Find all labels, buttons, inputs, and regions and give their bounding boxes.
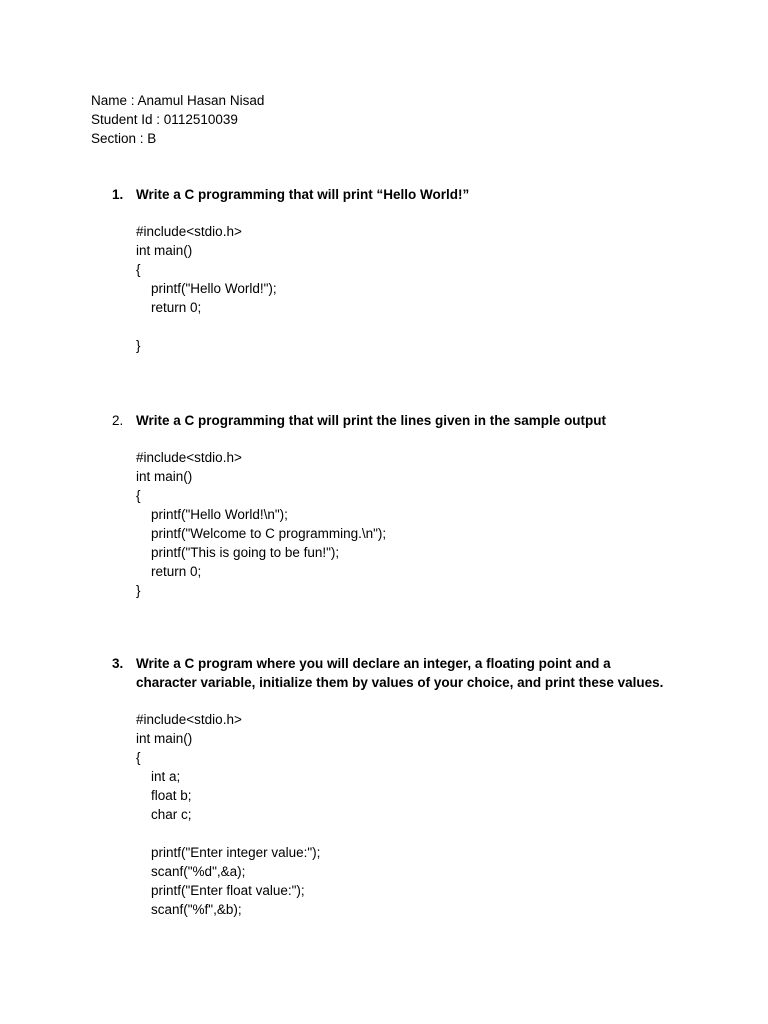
code-line: printf("Enter float value:");	[151, 883, 305, 898]
student-section: Section : B	[91, 131, 157, 146]
code-line: #include<stdio.h>	[136, 450, 242, 465]
code-block	[136, 448, 712, 600]
code-line: int main()	[136, 243, 193, 258]
code-line: printf("Welcome to C programming.\n");	[151, 526, 387, 541]
code-line-blank	[136, 317, 712, 336]
code-block	[136, 222, 712, 355]
question-heading	[112, 411, 712, 430]
question-heading	[112, 654, 712, 692]
student-id: Student Id : 0112510039	[91, 112, 238, 127]
question-text	[136, 185, 712, 204]
code-line: #include<stdio.h>	[136, 224, 242, 239]
code-line: scanf("%f",&b);	[151, 902, 242, 917]
question-text	[136, 654, 712, 692]
student-info	[91, 91, 264, 148]
student-name: Name : Anamul Hasan Nisad	[91, 93, 265, 108]
code-line: printf("Enter integer value:");	[151, 845, 321, 860]
code-line: printf("This is going to be fun!");	[151, 545, 340, 560]
code-line: return 0;	[151, 300, 202, 315]
question-text-line: Write a C programming that will print “Hello World!”	[136, 187, 470, 202]
code-line: printf("Hello World!");	[151, 281, 277, 296]
code-block	[136, 710, 712, 919]
question-1	[112, 185, 712, 355]
question-text-line: Write a C program where you will declare an integer, a floating point and a	[136, 656, 611, 671]
code-line: #include<stdio.h>	[136, 712, 242, 727]
code-line: int main()	[136, 731, 193, 746]
code-line: int main()	[136, 469, 193, 484]
code-line: {	[136, 750, 141, 765]
question-text	[136, 411, 712, 430]
question-text-line: Write a C programming that will print the lines given in the sample output	[136, 413, 607, 428]
code-line: {	[136, 488, 141, 503]
code-line: }	[136, 338, 141, 353]
code-line-blank	[136, 824, 712, 843]
code-line: char c;	[151, 807, 192, 822]
code-line: return 0;	[151, 564, 202, 579]
code-line: float b;	[151, 788, 192, 803]
question-text-line: character variable, initialize them by values of your choice, and print these values.	[136, 675, 664, 690]
question-number: 3.	[112, 656, 124, 671]
question-3	[112, 654, 712, 919]
question-number: 1.	[112, 187, 124, 202]
question-number: 2.	[112, 413, 124, 428]
code-line: {	[136, 262, 141, 277]
code-line: printf("Hello World!\n");	[151, 507, 288, 522]
code-line: int a;	[151, 769, 181, 784]
question-heading	[112, 185, 712, 204]
code-line: }	[136, 583, 141, 598]
question-2	[112, 411, 712, 600]
code-line: scanf("%d",&a);	[151, 864, 246, 879]
